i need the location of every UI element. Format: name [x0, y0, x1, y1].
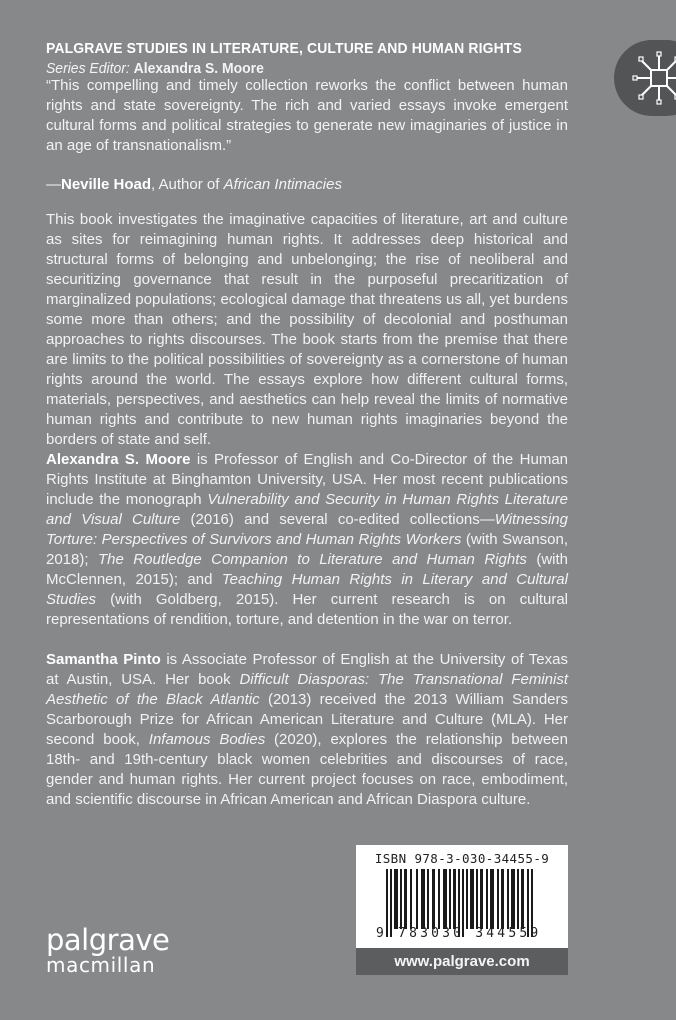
- palgrave-macmillan-logo: [46, 923, 170, 977]
- publisher-website: www.palgrave.com: [356, 948, 568, 975]
- logo-line-1: palgrave: [46, 923, 170, 957]
- bio-title: Vulnerability and Security in Human Rights Literature and Visual Culture: [46, 491, 568, 528]
- book-description: This book investigates the imaginative capacities of literature, art and culture as sites for reimagining human rights. It addresses deep historical and structural forms of belonging and unbelonging; the rise of neoliberal and securitizing governance that result in the purposeful precaritization of marginalized populations; ecological damage that threatens us all, yet burdens some more than others; and the possibility of decolonial and posthuman approaches to rights discourses. The book starts from the premise that there are limits to the political possibilities of sovereignty as a cornerstone of human rights around the world. The essays explore how different cultural forms, materials, perspectives, and aesthetics can help reveal the limits of normative human rights and contribute to new human rights imaginaries beyond the borders of state and self.: [46, 211, 568, 448]
- bio-name: Alexandra S. Moore: [46, 451, 191, 468]
- bio-title: Infamous Bodies: [148, 731, 266, 748]
- isbn-label: ISBN 978-3-030-34455-9: [374, 851, 550, 866]
- bio-text: (2020), explores the relationship between 18th- and 19th-century black women celebrities and discourses of race, gender and human rights. Her current project focuses on race, embodiment, and scientific discourse in African American and African Diaspora culture.: [46, 731, 568, 808]
- series-editor-name: Alexandra S. Moore: [133, 60, 264, 77]
- quote-author: Neville Hoad: [61, 176, 152, 193]
- bio-title: Teaching Human Rights in Literary and Cultural Studies: [46, 571, 568, 608]
- attribution-dash: —: [46, 176, 61, 193]
- bio-text: (with Swanson, 2018);: [46, 531, 568, 568]
- logo-line-2: macmillan: [46, 953, 156, 977]
- bio-text: is Associate Professor of English at the University of Texas at Austin, USA. Her book: [46, 651, 568, 688]
- bio-title: Difficult Diasporas: The Transnational Feminist Aesthetic of the Black Atlantic: [46, 671, 568, 708]
- bio-title: The Routledge Companion to Literature and Human Rights: [97, 551, 527, 568]
- series-editor: [46, 60, 264, 77]
- quote-author-role: , Author of: [151, 176, 224, 193]
- editor-bio-pinto: [46, 650, 568, 810]
- bio-text: (2016) and several co-edited collections—: [180, 511, 495, 528]
- quote-author-book: African Intimacies: [223, 176, 342, 193]
- bio-text: (2013) received the 2013 William Sanders Scarborough Prize for African American Literature and Culture (MLA). Her second book,: [46, 691, 568, 748]
- bio-title: Witnessing Torture: Perspectives of Survivors and Human Rights Workers: [46, 511, 568, 548]
- bio-text: (with McClennen, 2015); and: [46, 551, 568, 588]
- series-badge: [614, 40, 676, 116]
- barcode-digits: 9 783030 344559: [376, 926, 542, 941]
- series-editor-label: Series Editor:: [46, 60, 130, 77]
- bio-text: (with Goldberg, 2015). Her current research is on cultural representations of rendition, torture, and detention in the war on terror.: [46, 591, 568, 628]
- network-chip-icon: [626, 46, 676, 110]
- quote-attribution: [46, 176, 342, 193]
- bio-text: is Professor of English and Co-Director of the Human Rights Institute at Binghamton University, USA. Her most recent publications include the monograph: [46, 451, 569, 508]
- editor-bio-moore: [46, 450, 568, 630]
- series-title: PALGRAVE STUDIES IN LITERATURE, CULTURE AND HUMAN RIGHTS: [46, 40, 522, 57]
- isbn-barcode-box: [356, 845, 568, 948]
- endorsement-quote: “This compelling and timely collection reworks the conflict between human rights and state sovereignty. The rich and varied essays invoke emergent cultural forms and political strategies to generate new imaginaries of justice in an age of transnationalism.”: [46, 77, 568, 154]
- bio-name: Samantha Pinto: [46, 651, 161, 668]
